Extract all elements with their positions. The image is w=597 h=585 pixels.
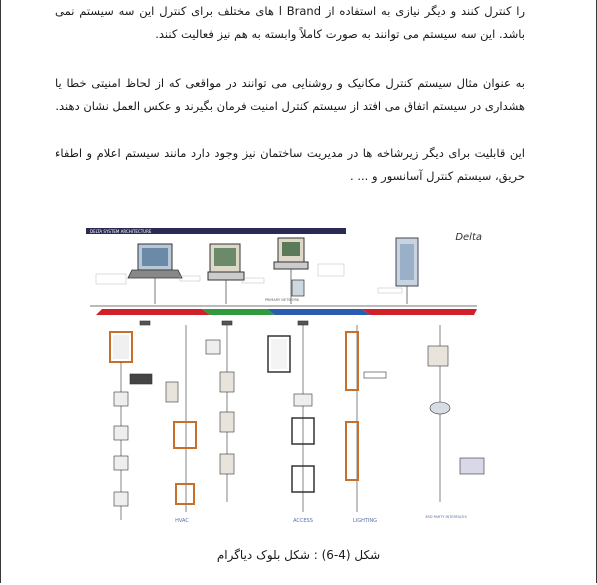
hvac-branch: [110, 321, 234, 520]
section-label-lighting: LIGHTING: [352, 518, 378, 524]
system-architecture-diagram: [82, 222, 492, 532]
primary-network-bus: [96, 309, 477, 315]
paragraph-2: به عنوان مثال سیستم کنترل مکانیک و روشنایی می توانند در مواقعی که از لحاظ امنیتی خطا یا هشداری در سیستم اتفاق می افتد از سیستم کنترل امنیت فرمان بگیرند و عکس العمل نشان دهند.: [55, 76, 525, 113]
section-label-access: ACCESS: [293, 518, 313, 524]
pda-icon: [292, 280, 304, 296]
lighting-branch: [346, 325, 386, 512]
section-label-third-party: 3RD PARTY INTERFACES: [425, 515, 467, 519]
third-party-branch: [428, 325, 484, 502]
network-label: PRIMARY NETWORK: [264, 298, 300, 302]
paragraph-3: این قابلیت برای دیگر زیرشاخه ها در مدیریت ساختمان نیز وجود دارد مانند سیستم اعلام و اطفاء حریق، سیستم کنترل آسانسور و ... .: [55, 146, 525, 183]
controller-cabinet-icon: [396, 238, 418, 286]
paragraph-1: را کنترل کنند و دیگر نیازی به استفاده از l Brand های مختلف برای کنترل این سه سیستم نمی باشد. این سه سیستم می توانند به صورت کاملاً وابسته به هم نیز فعالیت کنند.: [55, 4, 526, 41]
laptop-icon: [128, 244, 182, 278]
delta-logo: Delta: [455, 232, 482, 243]
desktop-computer-icon: [208, 244, 244, 280]
figure-caption: شکل (4-6) : شکل بلوک دیاگرام: [216, 548, 381, 562]
section-label-hvac: HVAC: [175, 518, 189, 524]
access-branch: [268, 321, 314, 512]
server-computer-icon: [274, 238, 308, 269]
figure-header: DELTA SYSTEM ARCHITECTURE: [90, 229, 152, 234]
